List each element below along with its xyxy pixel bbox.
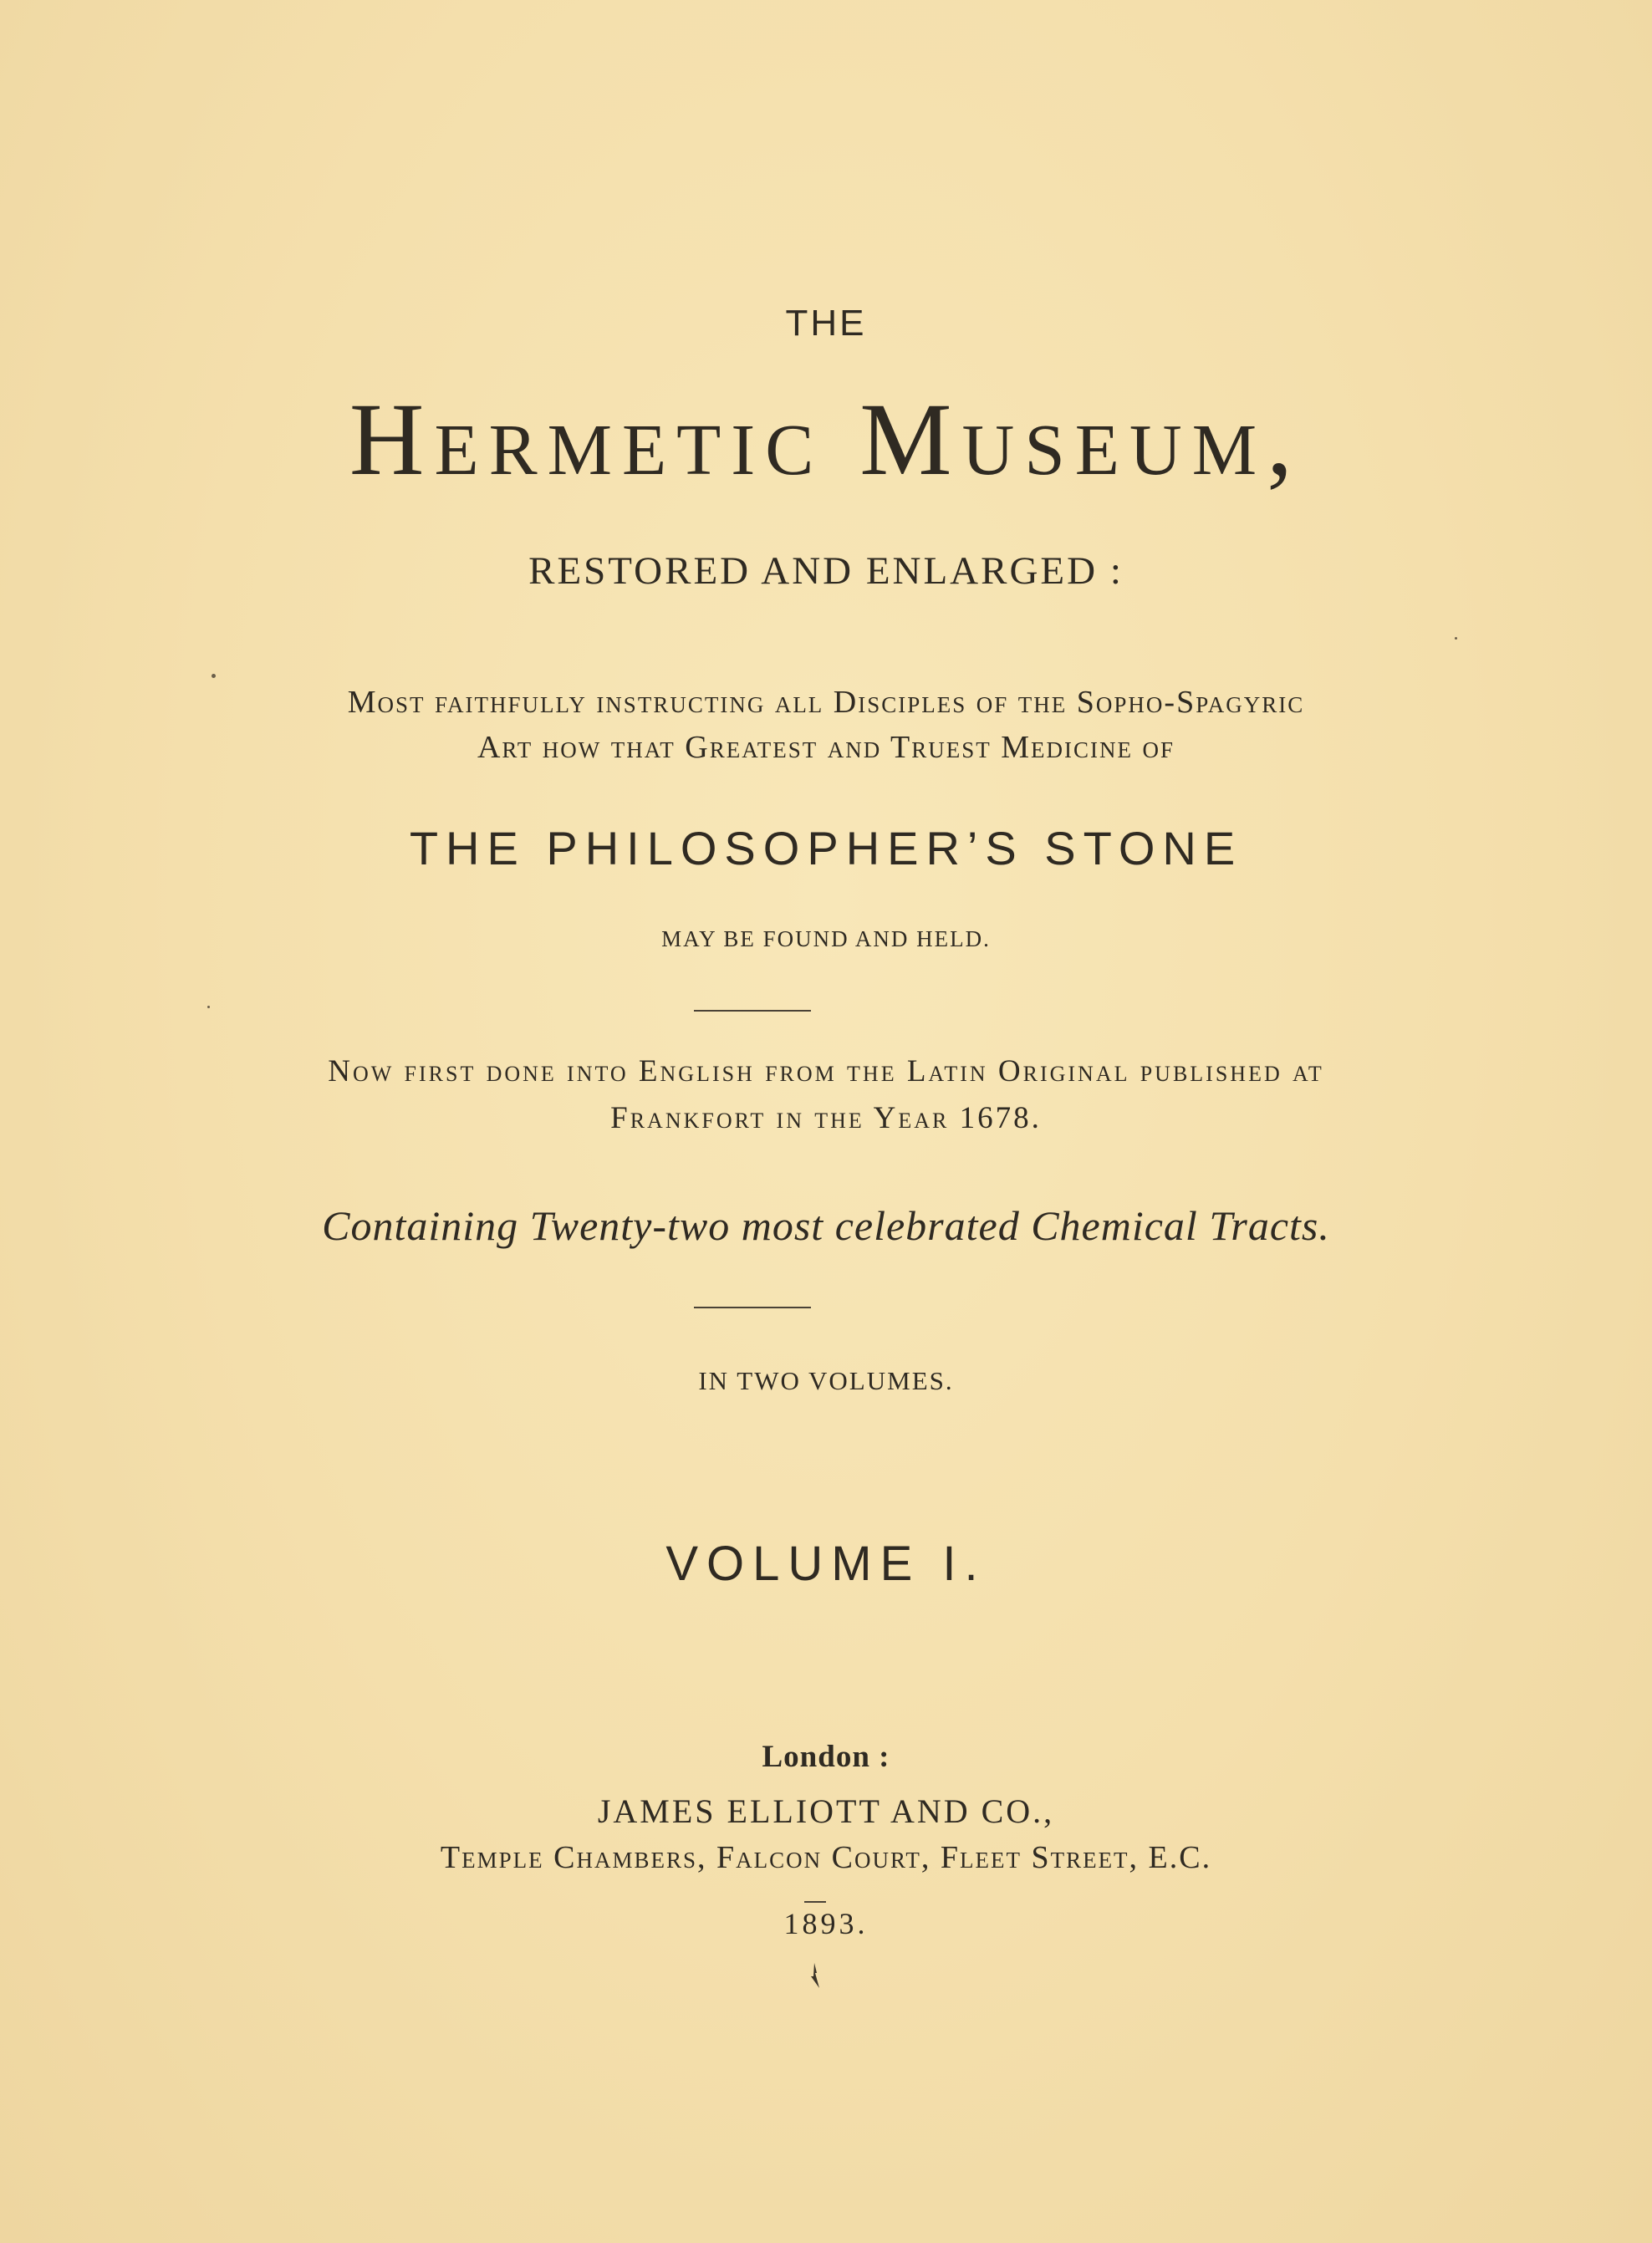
divider-rule (694, 1010, 811, 1012)
publication-year: 1893. (783, 1907, 869, 1940)
description-line-2: Art how that Greatest and Truest Medicine of (477, 730, 1175, 765)
short-rule (804, 1901, 826, 1903)
speck (207, 1006, 210, 1008)
volumes-line: IN TWO VOLUMES. (698, 1366, 954, 1395)
subtitle: RESTORED AND ENLARGED : (528, 549, 1124, 593)
found-and-held-line: MAY BE FOUND AND HELD. (661, 926, 991, 951)
publication-city: London : (762, 1740, 890, 1774)
speck (212, 674, 216, 678)
philosophers-stone-heading: THE PHILOSOPHER’S STONE (409, 822, 1243, 874)
speck (1455, 637, 1457, 640)
ink-mark-icon (806, 1961, 823, 1990)
divider-rule (694, 1307, 811, 1308)
publisher-address: Temple Chambers, Falcon Court, Fleet Street, E.C. (440, 1840, 1212, 1875)
title-prefix: THE (785, 303, 867, 344)
publisher-name: JAMES ELLIOTT AND CO., (597, 1792, 1055, 1830)
volume-number: VOLUME I. (665, 1537, 987, 1591)
translation-line-2: Frankfort in the Year 1678. (610, 1101, 1042, 1135)
description-line-1: Most faithfully instructing all Disciples of the Sopho-Spagyric (347, 685, 1305, 720)
translation-line-1: Now first done into English from the Latin Original published at (328, 1054, 1324, 1088)
main-title: Hermetic Museum, (349, 382, 1303, 497)
contents-line: Containing Twenty-two most celebrated Chemical Tracts. (322, 1202, 1330, 1249)
